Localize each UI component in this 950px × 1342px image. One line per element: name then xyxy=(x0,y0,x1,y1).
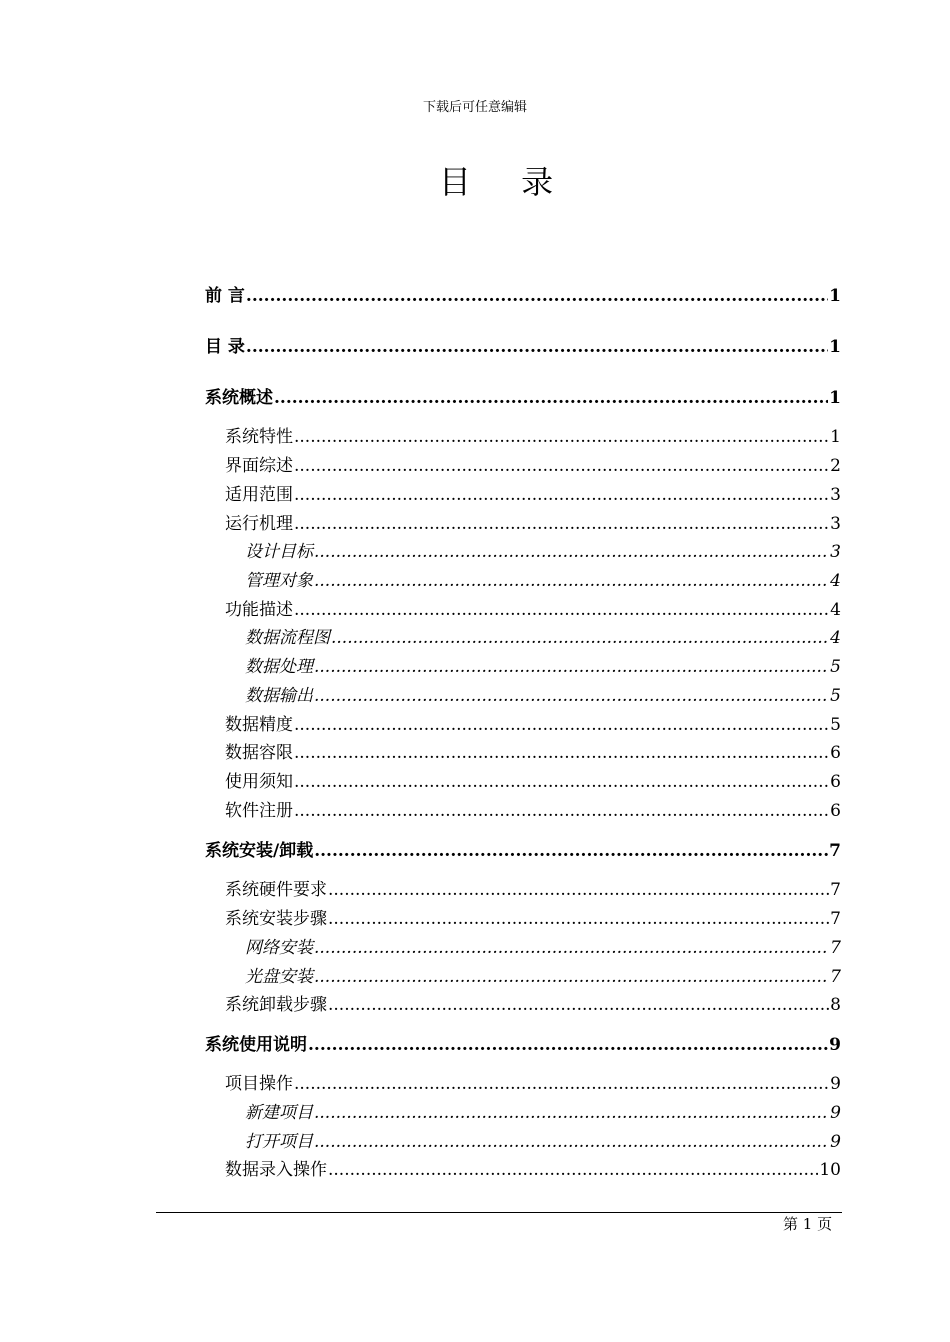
toc-leader xyxy=(314,840,828,862)
toc-leader xyxy=(314,685,829,707)
toc-entry-page: 10 xyxy=(819,1160,841,1180)
toc-leader xyxy=(294,513,829,535)
toc-entry-label: 系统概述 xyxy=(205,388,273,408)
toc-leader xyxy=(314,937,829,959)
toc-entry-page: 5 xyxy=(830,657,841,677)
toc-entry[interactable] xyxy=(245,541,841,563)
toc-entry-page: 4 xyxy=(830,571,841,591)
toc-leader xyxy=(294,426,829,448)
toc-entry-label: 系统使用说明 xyxy=(205,1035,307,1055)
toc-entry-page: 7 xyxy=(829,841,841,861)
toc-entry[interactable] xyxy=(205,1034,841,1056)
toc-leader xyxy=(314,656,829,678)
footer-divider xyxy=(156,1212,842,1213)
toc-entry[interactable] xyxy=(245,570,841,592)
toc-leader xyxy=(308,1034,828,1056)
toc-entry-page: 7 xyxy=(830,909,841,929)
toc-entry[interactable] xyxy=(205,387,841,409)
toc-entry[interactable] xyxy=(245,685,841,707)
toc-entry-page: 7 xyxy=(830,938,841,958)
toc-entry-label: 管理对象 xyxy=(245,571,313,591)
toc-leader xyxy=(328,994,829,1016)
toc-entry-page: 6 xyxy=(830,743,841,763)
toc-entry-label: 系统安装/卸载 xyxy=(205,841,314,861)
toc-leader xyxy=(294,1073,829,1095)
toc-entry-page: 9 xyxy=(830,1132,841,1152)
toc-leader xyxy=(274,387,828,409)
toc-entry[interactable] xyxy=(225,484,841,506)
toc-entry-page: 5 xyxy=(830,686,841,706)
toc-entry[interactable] xyxy=(225,742,841,764)
toc-entry[interactable] xyxy=(245,937,841,959)
toc-entry[interactable] xyxy=(245,1102,841,1124)
toc-entry-label: 数据流程图 xyxy=(245,628,330,648)
toc-leader xyxy=(314,966,829,988)
toc-entry-page: 1 xyxy=(829,286,841,306)
toc-entry-label: 网络安装 xyxy=(245,938,313,958)
toc-leader xyxy=(294,484,829,506)
toc-entry-label: 系统特性 xyxy=(225,427,293,447)
toc-leader xyxy=(328,1159,818,1181)
toc-entry[interactable] xyxy=(205,840,841,862)
toc-entry-label: 数据录入操作 xyxy=(225,1160,327,1180)
toc-entry[interactable] xyxy=(225,800,841,822)
toc-entry[interactable] xyxy=(225,1073,841,1095)
toc-leader xyxy=(314,570,829,592)
toc-entry-page: 1 xyxy=(829,388,841,408)
toc-entry[interactable] xyxy=(225,908,841,930)
toc-entry-page: 7 xyxy=(830,880,841,900)
toc-leader xyxy=(328,908,829,930)
toc-leader xyxy=(294,714,829,736)
toc-entry-label: 新建项目 xyxy=(245,1103,313,1123)
toc-entry-label: 数据输出 xyxy=(245,686,313,706)
toc-entry-page: 6 xyxy=(830,801,841,821)
toc-entry-label: 数据容限 xyxy=(225,743,293,763)
toc-entry-page: 4 xyxy=(830,600,841,620)
toc-leader xyxy=(331,627,829,649)
toc-entry-page: 9 xyxy=(830,1103,841,1123)
toc-entry-label: 系统硬件要求 xyxy=(225,880,327,900)
toc-entry[interactable] xyxy=(245,1131,841,1153)
toc-entry-page: 5 xyxy=(830,715,841,735)
toc-entry-label: 界面综述 xyxy=(225,456,293,476)
toc-leader xyxy=(294,455,829,477)
toc-entry-page: 1 xyxy=(830,427,841,447)
toc-entry-page: 8 xyxy=(830,995,841,1015)
toc-entry-page: 6 xyxy=(830,772,841,792)
toc-entry[interactable] xyxy=(225,771,841,793)
header-note: 下载后可任意编辑 xyxy=(422,100,527,115)
toc-entry-label: 打开项目 xyxy=(245,1132,313,1152)
toc-entry[interactable] xyxy=(225,455,841,477)
toc-leader xyxy=(314,1102,829,1124)
toc-entry-label: 适用范围 xyxy=(225,485,293,505)
toc-entry[interactable] xyxy=(225,714,841,736)
toc-entry[interactable] xyxy=(225,599,841,621)
toc-entry-page: 4 xyxy=(830,628,841,648)
toc-entry-page: 1 xyxy=(829,337,841,357)
toc-entry[interactable] xyxy=(205,285,841,307)
toc-entry[interactable] xyxy=(225,426,841,448)
toc-entry-label: 功能描述 xyxy=(225,600,293,620)
toc-entry-page: 3 xyxy=(830,542,841,562)
toc-entry-label: 使用须知 xyxy=(225,772,293,792)
toc-entry[interactable] xyxy=(245,966,841,988)
toc-entry[interactable] xyxy=(225,1159,841,1181)
toc-leader xyxy=(294,599,829,621)
page-number: 第 1 页 xyxy=(783,1215,833,1233)
toc-leader xyxy=(294,742,829,764)
toc-leader xyxy=(294,771,829,793)
toc-entry-page: 9 xyxy=(829,1035,841,1055)
toc-leader xyxy=(246,285,828,307)
toc-leader xyxy=(328,879,829,901)
toc-entry-label: 系统卸载步骤 xyxy=(225,995,327,1015)
toc-entry-page: 3 xyxy=(830,514,841,534)
toc-entry[interactable] xyxy=(205,336,841,358)
toc-entry[interactable] xyxy=(225,513,841,535)
toc-leader xyxy=(294,800,829,822)
toc-leader xyxy=(314,1131,829,1153)
toc-entry-page: 7 xyxy=(830,967,841,987)
toc-entry-label: 运行机理 xyxy=(225,514,293,534)
toc-entry-label: 目 录 xyxy=(205,337,245,357)
toc-leader xyxy=(314,541,829,563)
toc-entry-page: 9 xyxy=(830,1074,841,1094)
toc-entry[interactable] xyxy=(245,656,841,678)
toc-entry[interactable] xyxy=(245,627,841,649)
toc-entry[interactable] xyxy=(225,879,841,901)
toc-entry-label: 项目操作 xyxy=(225,1074,293,1094)
toc-entry-label: 软件注册 xyxy=(225,801,293,821)
toc-entry[interactable] xyxy=(225,994,841,1016)
toc-entry-label: 数据精度 xyxy=(225,715,293,735)
toc-entry-page: 3 xyxy=(830,485,841,505)
toc-entry-label: 设计目标 xyxy=(245,542,313,562)
toc-entry-label: 系统安装步骤 xyxy=(225,909,327,929)
toc-leader xyxy=(246,336,828,358)
document-title: 目 录 xyxy=(438,163,574,201)
toc-entry-label: 数据处理 xyxy=(245,657,313,677)
toc-entry-page: 2 xyxy=(830,456,841,476)
toc-entry-label: 光盘安装 xyxy=(245,967,313,987)
toc-entry-label: 前 言 xyxy=(205,286,245,306)
